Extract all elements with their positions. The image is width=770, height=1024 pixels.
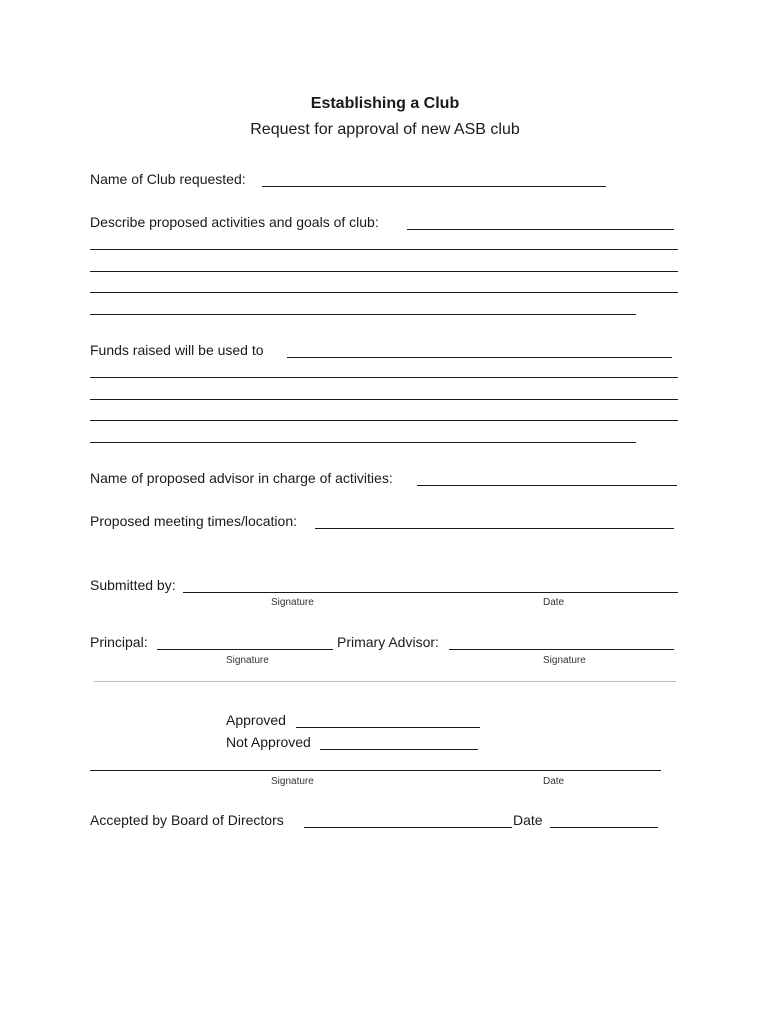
activities-field-line-4[interactable]	[90, 292, 678, 293]
advisor-field[interactable]	[417, 485, 677, 486]
advisor-label: Name of proposed advisor in charge of activities:	[90, 470, 393, 486]
primary-advisor-signature-field[interactable]	[449, 649, 674, 650]
form-title: Establishing a Club	[310, 95, 460, 112]
not-approved-label: Not Approved	[226, 734, 311, 750]
primary-advisor-signature-caption: Signature	[543, 655, 586, 666]
activities-field-line-1[interactable]	[407, 229, 674, 230]
not-approved-field[interactable]	[320, 749, 478, 750]
funds-field-line-4[interactable]	[90, 420, 678, 421]
submitted-date-caption: Date	[543, 597, 565, 608]
activities-field-line-5[interactable]	[90, 314, 636, 315]
club-name-label: Name of Club requested:	[90, 171, 246, 187]
activities-field-line-2[interactable]	[90, 249, 678, 250]
submitted-by-label: Submitted by:	[90, 577, 176, 593]
approved-field[interactable]	[296, 727, 480, 728]
activities-label: Describe proposed activities and goals of club:	[90, 214, 379, 230]
principal-signature-caption: Signature	[226, 655, 269, 666]
approved-label: Approved	[226, 712, 286, 728]
accepted-by-board-label: Accepted by Board of Directors	[90, 812, 284, 828]
funds-label: Funds raised will be used to	[90, 342, 264, 358]
meeting-field[interactable]	[315, 528, 674, 529]
form-subtitle: Request for approval of new ASB club	[250, 121, 520, 138]
board-date-label: Date	[513, 812, 543, 828]
approval-date-caption: Date	[543, 776, 565, 787]
funds-field-line-2[interactable]	[90, 377, 678, 378]
principal-label: Principal:	[90, 634, 148, 650]
submitted-by-field[interactable]	[183, 592, 678, 593]
approval-signature-field[interactable]	[90, 770, 661, 771]
club-name-field[interactable]	[262, 186, 606, 187]
meeting-label: Proposed meeting times/location:	[90, 513, 297, 529]
primary-advisor-label: Primary Advisor:	[337, 634, 439, 650]
funds-field-line-1[interactable]	[287, 357, 672, 358]
submitted-signature-caption: Signature	[271, 597, 314, 608]
principal-signature-field[interactable]	[157, 649, 333, 650]
approval-signature-caption: Signature	[271, 776, 314, 787]
section-divider	[94, 681, 676, 682]
funds-field-line-5[interactable]	[90, 442, 636, 443]
funds-field-line-3[interactable]	[90, 399, 678, 400]
board-signature-field[interactable]	[304, 827, 512, 828]
board-date-field[interactable]	[550, 827, 658, 828]
activities-field-line-3[interactable]	[90, 271, 678, 272]
